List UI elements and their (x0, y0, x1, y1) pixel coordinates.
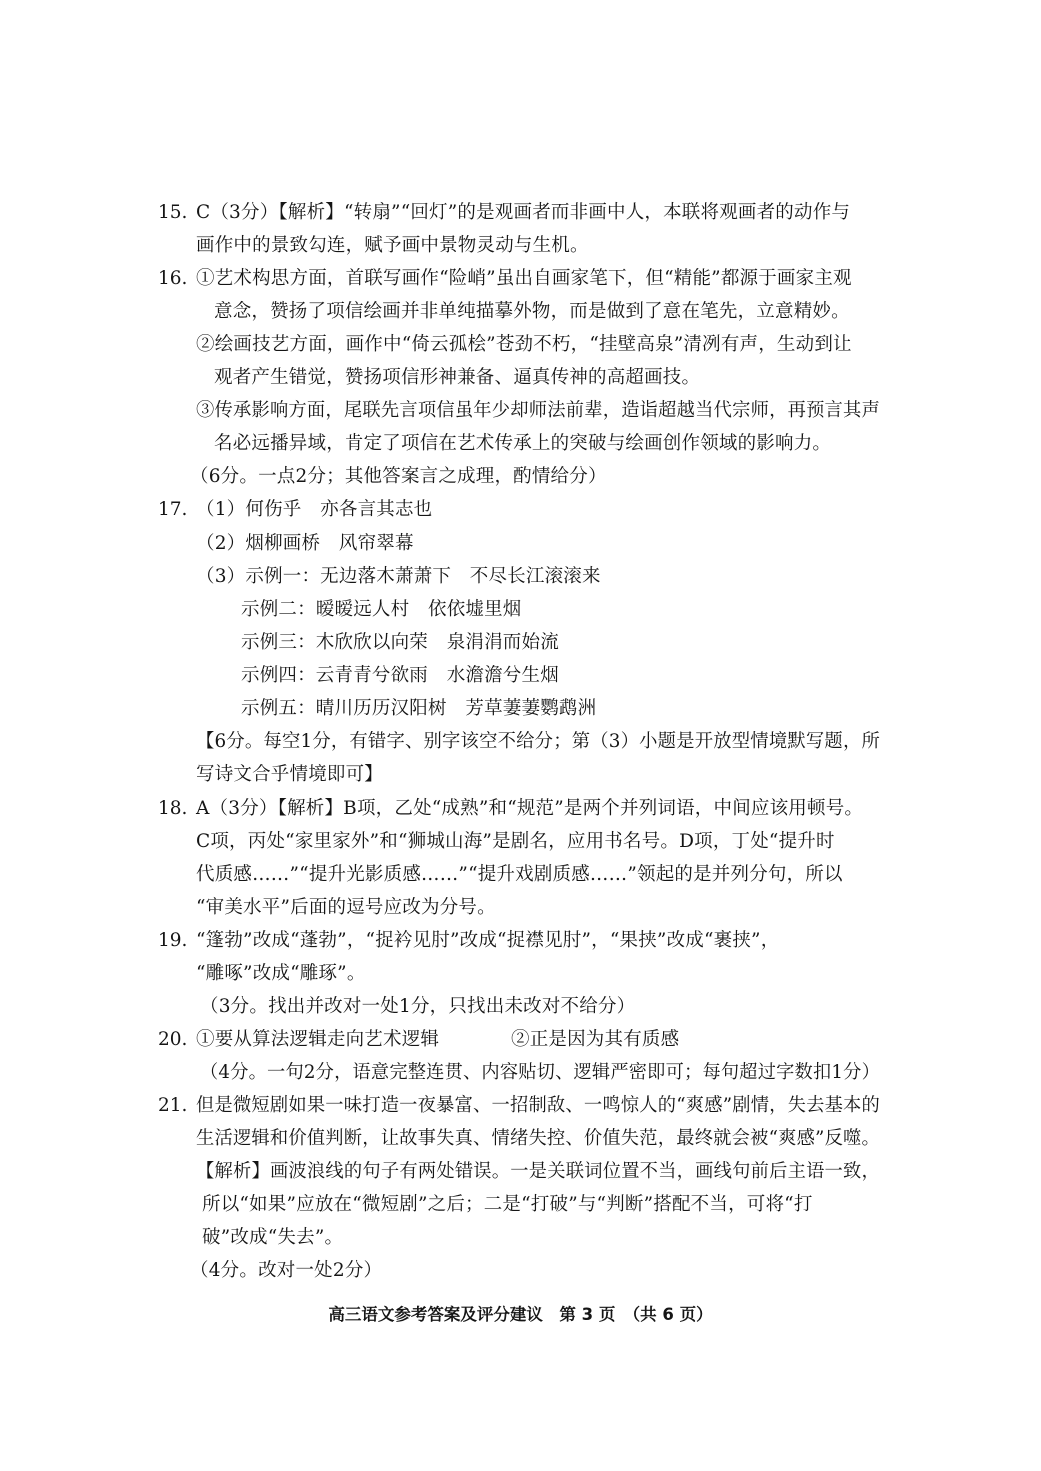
question-number-19: 19. (158, 930, 188, 951)
q18-line-3: 代质感……”“提升光影质感……”“提升戏剧质感……”领起的是并列分句，所以 (196, 864, 843, 885)
question-number-17: 17. (158, 499, 188, 520)
q21-analysis-line-3: 破”改成“失去”。 (202, 1227, 344, 1248)
q17-answer-1: （1）何伤乎 亦各言其志也 (196, 499, 433, 520)
q18-line-2: C项，丙处“家里家外”和“狮城山海”是剧名，应用书名号。D项，丁处“提升时 (196, 831, 835, 852)
q17-answer-2: （2）烟柳画桥 风帘翠幕 (196, 533, 414, 554)
question-number-21: 21. (158, 1095, 188, 1116)
question-number-16: 16. (158, 268, 188, 289)
q17-example-5: 示例五：晴川历历汉阳树 芳草萋萋鹦鹉洲 (241, 698, 597, 719)
q21-score-note: （4分。改对一处2分） (190, 1260, 383, 1281)
q16-point-3-line-1: ③传承影响方面，尾联先言项信虽年少却师法前辈，造诣超越当代宗师，再预言其声 (196, 400, 881, 421)
q17-example-2: 示例二：暧暧远人村 依依墟里烟 (241, 599, 522, 620)
q17-answer-3: （3）示例一：无边落木萧萧下 不尽长江滚滚来 (196, 566, 601, 587)
page-footer: 高三语文参考答案及评分建议 第 3 页 （共 6 页） (328, 1305, 713, 1324)
q19-score-note: （3分。找出并改对一处1分，只找出未改对不给分） (200, 996, 636, 1017)
q21-analysis-line-1: 【解析】画波浪线的句子有两处错误。一是关联词位置不当，画线句前后主语一致， (196, 1161, 881, 1182)
q21-line-2: 生活逻辑和价值判断，让故事失真、情绪失控、价值失范，最终就会被“爽感”反噬。 (196, 1128, 881, 1149)
q20-answer-1: ①要从算法逻辑走向艺术逻辑 (196, 1029, 440, 1050)
q17-example-4: 示例四：云青青兮欲雨 水澹澹兮生烟 (241, 665, 559, 686)
q16-point-1-line-1: ①艺术构思方面，首联写画作“险峭”虽出自画家笔下，但“精能”都源于画家主观 (196, 268, 852, 289)
question-number-20: 20. (158, 1029, 188, 1050)
q16-point-1-line-2: 意念，赞扬了项信绘画并非单纯描摹外物，而是做到了意在笔先，立意精妙。 (214, 301, 850, 322)
q19-line-2: “雕啄”改成“雕琢”。 (196, 963, 366, 984)
q15-line-1: C（3分）【解析】“转扇”“回灯”的是观画者而非画中人，本联将观画者的动作与 (196, 202, 851, 223)
q18-line-4: “审美水平”后面的逗号应改为分号。 (196, 897, 496, 918)
q16-point-3-line-2: 名必远播异域，肯定了项信在艺术传承上的突破与绘画创作领域的影响力。 (214, 433, 832, 454)
q17-example-3: 示例三：木欣欣以向荣 泉涓涓而始流 (241, 632, 559, 653)
q18-line-1: A（3分）【解析】B项，乙处“成熟”和“规范”是两个并列词语，中间应该用顿号。 (196, 798, 864, 819)
question-number-15: 15. (158, 202, 188, 223)
q17-score-note-line-1: 【6分。每空1分，有错字、别字该空不给分；第（3）小题是开放型情境默写题，所 (196, 731, 881, 752)
q16-point-2-line-2: 观者产生错觉，赞扬项信形神兼备、逼真传神的高超画技。 (214, 367, 701, 388)
question-number-18: 18. (158, 798, 188, 819)
q19-line-1: “篷勃”改成“蓬勃”，“捉衿见肘”改成“捉襟见肘”，“果挟”改成“裹挟”， (196, 930, 780, 951)
q16-score-note: （6分。一点2分；其他答案言之成理，酌情给分） (190, 466, 607, 487)
q20-score-note: （4分。一句2分，语意完整连贯、内容贴切、逻辑严密即可；每句超过字数扣1分） (200, 1062, 880, 1083)
q21-line-1: 但是微短剧如果一味打造一夜暴富、一招制敌、一鸣惊人的“爽感”剧情，失去基本的 (196, 1095, 881, 1116)
q20-answer-2: ②正是因为其有质感 (511, 1029, 680, 1050)
q15-line-2: 画作中的景致勾连，赋予画中景物灵动与生机。 (196, 235, 589, 256)
q16-point-2-line-1: ②绘画技艺方面，画作中“倚云孤桧”苍劲不朽，“挂壁高泉”清冽有声，生动到让 (196, 334, 852, 355)
q17-score-note-line-2: 写诗文合乎情境即可】 (196, 764, 384, 785)
q21-analysis-line-2: 所以“如果”应放在“微短剧”之后；二是“打破”与“判断”搭配不当，可将“打 (202, 1194, 813, 1215)
